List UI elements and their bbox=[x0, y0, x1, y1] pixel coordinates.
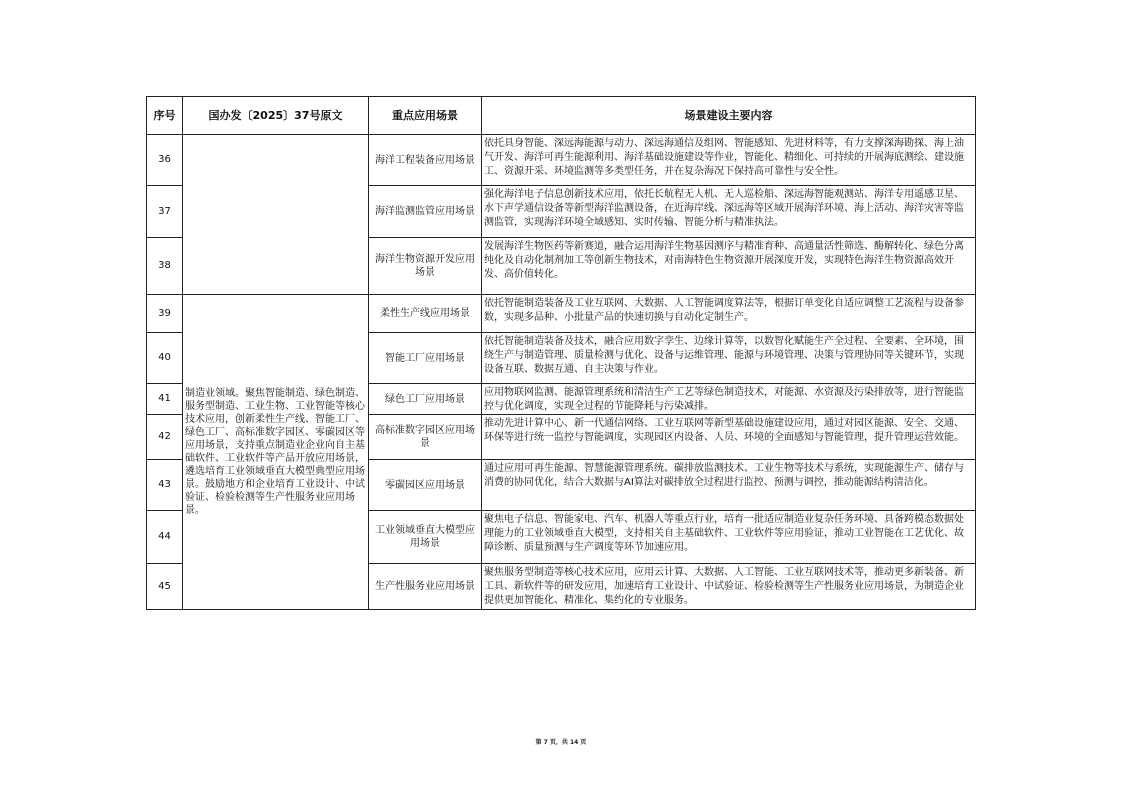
row-no: 40 bbox=[147, 333, 183, 384]
row-desc: 聚焦电子信息、智能家电、汽车、机器人等重点行业，培育一批适应制造业复杂任务环境、具备跨模态数据处理能力的工业领域垂直大模型，支持相关自主基础软件、工业软件等应用验证，推动工业智能在工艺优化、故障诊断、质量预测与生产调度等环节加速应用。 bbox=[482, 511, 976, 564]
row-scene: 高标准数字园区应用场景 bbox=[369, 415, 482, 460]
row-no: 36 bbox=[147, 135, 183, 186]
table-header-row bbox=[147, 97, 976, 135]
original-text-cell: 制造业领域。聚焦智能制造、绿色制造、服务型制造、工业生物、工业智能等核心技术应用，创新柔性生产线、智能工厂、绿色工厂、高标准数字园区、零碳园区等应用场景，支持重点制造业企业向自主基础软件、工业软件等产品开放应用场景，遴选培育工业领域垂直大模型典型应用场景。鼓励地方和企业培育工业设计、中试验证、检验检测等生产性服务业应用场景。 bbox=[183, 295, 369, 610]
row-no: 45 bbox=[147, 564, 183, 610]
row-scene: 绿色工厂应用场景 bbox=[369, 384, 482, 415]
original-text-cell bbox=[183, 135, 369, 295]
row-scene: 海洋工程装备应用场景 bbox=[369, 135, 482, 186]
row-scene: 零碳园区应用场景 bbox=[369, 460, 482, 511]
row-no: 44 bbox=[147, 511, 183, 564]
row-desc: 依托智能制造装备及工业互联网、大数据、人工智能调度算法等，根据订单变化自适应调整工艺流程与设备参数，实现多品种、小批量产品的快速切换与自动化定制生产。 bbox=[482, 295, 976, 333]
row-scene: 工业领域垂直大模型应用场景 bbox=[369, 511, 482, 564]
row-no: 42 bbox=[147, 415, 183, 460]
row-desc: 依托智能制造装备及技术，融合应用数字孪生、边缘计算等，以数智化赋能生产全过程、全要素、全环境，围绕生产与制造管理、质量检测与优化、设备与运维管理、能源与环境管理、决策与管理协同等关键环节，实现设备互联、数据互通、自主决策与作业。 bbox=[482, 333, 976, 384]
header-no: 序号 bbox=[147, 97, 183, 135]
row-no: 37 bbox=[147, 186, 183, 238]
row-no: 41 bbox=[147, 384, 183, 415]
row-desc: 发展海洋生物医药等新赛道，融合运用海洋生物基因测序与精准育种、高通量活性筛选、酶解转化、绿色分离纯化及自动化制剂加工等创新生物技术，对南海特色生物资源开展深度开发，实现特色海洋生物资源高效开发、高价值转化。 bbox=[482, 238, 976, 295]
row-desc: 强化海洋电子信息创新技术应用，依托长航程无人机、无人巡检船、深远海智能观测站、海洋专用遥感卫星、水下声学通信设备等新型海洋监测设备，在近海岸线、深远海等区域开展海洋环境、海上活动、海洋灾害等监测监管，实现海洋环境全域感知、实时传输、智能分析与精准执法。 bbox=[482, 186, 976, 238]
row-scene: 生产性服务业应用场景 bbox=[369, 564, 482, 610]
header-original-text: 国办发〔2025〕37号原文 bbox=[183, 97, 369, 135]
row-no: 43 bbox=[147, 460, 183, 511]
row-scene: 海洋生物资源开发应用场景 bbox=[369, 238, 482, 295]
row-no: 38 bbox=[147, 238, 183, 295]
row-desc: 聚焦服务型制造等核心技术应用，应用云计算、大数据、人工智能、工业互联网技术等，推动更多新装备、新工具、新软件等的研发应用，加速培育工业设计、中试验证、检验检测等生产性服务业应用场景，为制造企业提供更加智能化、精准化、集约化的专业服务。 bbox=[482, 564, 976, 610]
page-footer: 第 7 页，共 14 页 bbox=[535, 739, 587, 746]
table-row bbox=[147, 295, 976, 333]
table-row bbox=[147, 135, 976, 186]
row-no: 39 bbox=[147, 295, 183, 333]
row-desc: 依托具身智能、深远海能源与动力、深远海通信及组网、智能感知、先进材料等，有力支撑深海勘探、海上油气开发、海洋可再生能源利用、海洋基础设施建设等作业，智能化、精细化、可持续的开展海底测绘、建设施工、资源开采、环境监测等多类型任务，并在复杂海况下保持高可靠性与安全性。 bbox=[482, 135, 976, 186]
row-scene: 柔性生产线应用场景 bbox=[369, 295, 482, 333]
row-desc: 通过应用可再生能源、智慧能源管理系统、碳排放监测技术、工业生物等技术与系统，实现能源生产、储存与消费的协同优化，结合大数据与AI算法对碳排放全过程进行监控、预测与调控，推动能源结构清洁化。 bbox=[482, 460, 976, 511]
row-desc: 应用物联网监测、能源管理系统和清洁生产工艺等绿色制造技术，对能源、水资源及污染排放等，进行智能监控与优化调度，实现全过程的节能降耗与污染减排。 bbox=[482, 384, 976, 415]
row-desc: 推动先进计算中心、新一代通信网络、工业互联网等新型基础设施建设应用，通过对园区能源、安全、交通、环保等进行统一监控与智能调度，实现园区内设备、人员、环境的全面感知与智能管理，提升管理运营效能。 bbox=[482, 415, 976, 460]
row-scene: 智能工厂应用场景 bbox=[369, 333, 482, 384]
header-content: 场景建设主要内容 bbox=[482, 97, 976, 135]
header-scene: 重点应用场景 bbox=[369, 97, 482, 135]
row-scene: 海洋监测监管应用场景 bbox=[369, 186, 482, 238]
scenario-table bbox=[146, 96, 976, 610]
